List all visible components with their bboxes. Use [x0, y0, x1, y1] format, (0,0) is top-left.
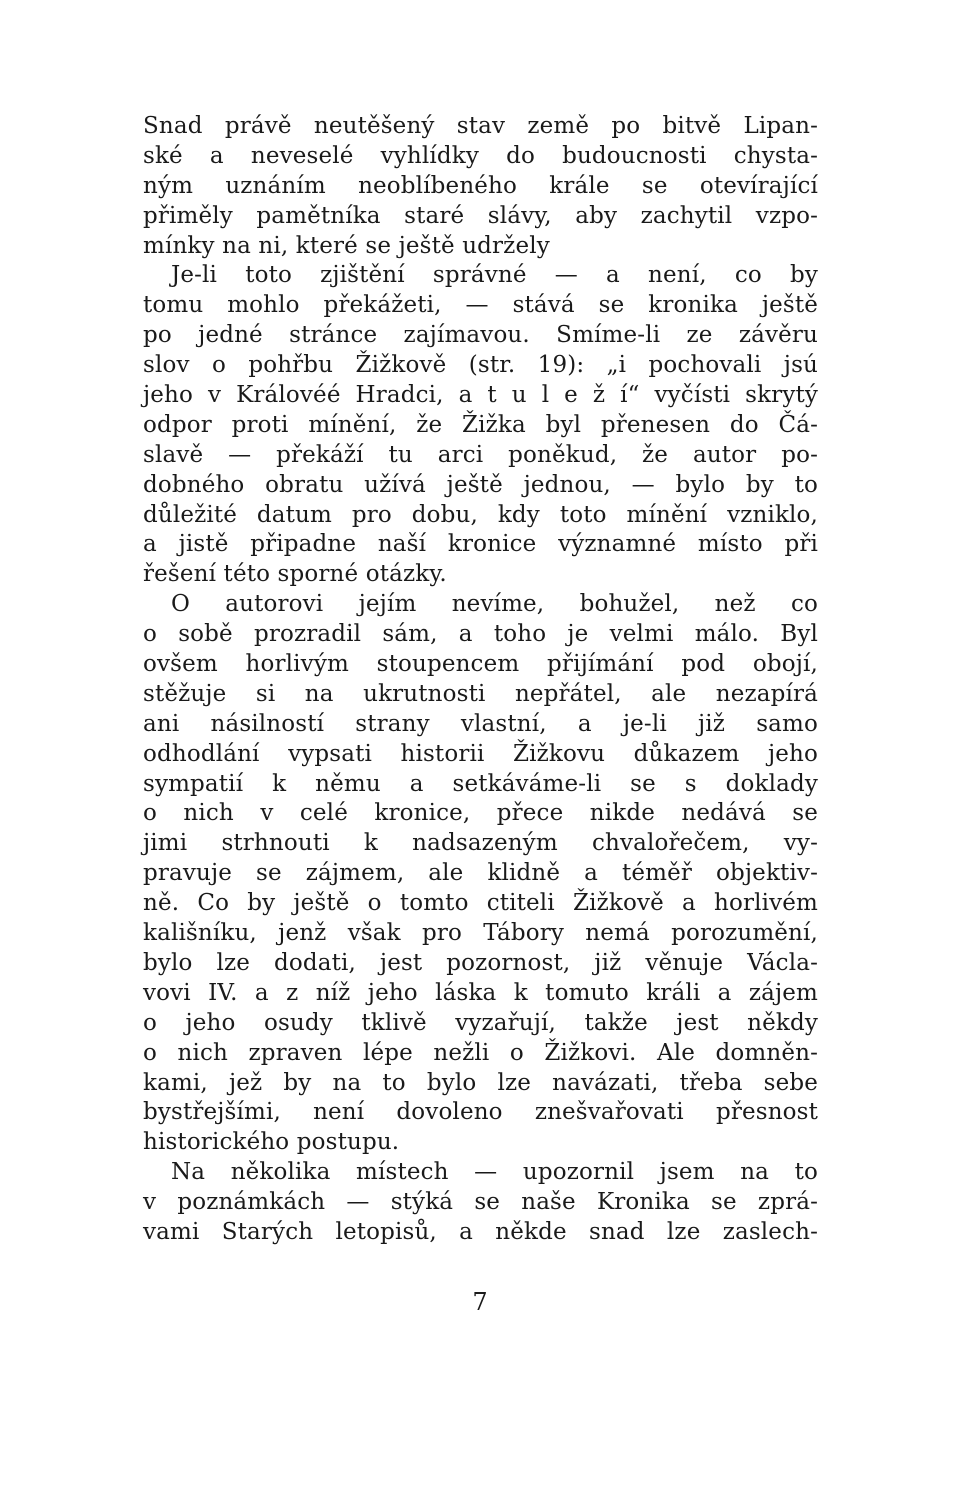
- text-line: o jeho osudy tklivě vyzařují, takže jest někdy: [143, 1009, 818, 1036]
- text-line: o nich zpraven lépe nežli o Žižkovi. Ale domněn-: [143, 1039, 818, 1066]
- text-line: kami, jež by na to bylo lze navázati, třeba sebe: [143, 1069, 818, 1096]
- text-line: řešení této sporné otázky.: [143, 561, 447, 588]
- text-line: ovšem horlivým stoupencem přijímání pod obojí,: [143, 651, 818, 678]
- text-line: tomu mohlo překážeti, — stává se kronika ještě: [143, 292, 818, 319]
- text-line: po jedné stránce zajímavou. Smíme-li ze závěru: [143, 322, 818, 349]
- text-line: slavě — překáží tu arci poněkud, že autor po-: [143, 441, 818, 468]
- text-line: odpor proti mínění, že Žižka byl přenesen do Čá-: [143, 411, 818, 438]
- text-line: přiměly pamětníka staré slávy, aby zachytil vzpo-: [143, 202, 818, 229]
- text-line: důležité datum pro dobu, kdy toto mínění vzniklo,: [143, 501, 818, 528]
- paragraph-start-line: Je-li toto zjištění správné — a není, co by: [171, 262, 818, 289]
- paragraph-start-line: Na několika místech — upozornil jsem na to: [171, 1159, 818, 1186]
- text-line: ně. Co by ještě o tomto ctiteli Žižkově a horlivém: [143, 890, 818, 917]
- text-line: ani násilností strany vlastní, a je-li již samo: [143, 710, 818, 737]
- text-line: kališníku, jenž však pro Tábory nemá porozumění,: [143, 920, 818, 947]
- paragraph-start-line: O autorovi jejím nevíme, bohužel, než co: [171, 591, 818, 618]
- text-line: sympatií k němu a setkáváme-li se s doklady: [143, 770, 818, 797]
- body-text: [143, 112, 818, 1248]
- text-line: vovi IV. a z níž jeho láska k tomuto králi a zájem: [143, 979, 818, 1006]
- page-number: 7: [472, 1288, 488, 1316]
- text-line: a jistě připadne naší kronice významné místo při: [143, 531, 818, 558]
- text-line: stěžuje si na ukrutnosti nepřátel, ale nezapírá: [143, 680, 818, 707]
- text-line: dobného obratu užívá ještě jednou, — bylo by to: [143, 471, 818, 498]
- text-line: ným uznáním neoblíbeného krále se otevírající: [143, 172, 818, 199]
- text-line: odhodlání vypsati historii Žižkovu důkazem jeho: [143, 740, 818, 767]
- text-line: pravuje se zájmem, ale klidně a téměř objektiv-: [143, 860, 818, 887]
- text-line: mínky na ni, které se ještě udržely: [143, 232, 550, 259]
- text-line: Snad právě neutěšený stav země po bitvě Lipan-: [143, 113, 818, 139]
- text-line: o nich v celé kronice, přece nikde nedává se: [143, 800, 818, 827]
- text-line: jeho v Královéé Hradci, a t u l e ž í“ vyčísti skrytý: [143, 382, 818, 409]
- text-line: ské a neveselé vyhlídky do budoucnosti chysta-: [143, 142, 818, 169]
- text-line: historického postupu.: [143, 1129, 400, 1156]
- text-line: slov o pohřbu Žižkově (str. 19): „i pochovali jsú: [143, 352, 818, 379]
- text-line: vami Starých letopisů, a někde snad lze zaslech-: [143, 1218, 818, 1245]
- text-line: v poznámkách — stýká se naše Kronika se zprá-: [143, 1189, 818, 1216]
- text-line: bylo lze dodati, jest pozornost, již věnuje Václa-: [143, 949, 818, 976]
- text-line: jimi strhnouti k nadsazeným chvalořečem, vy-: [143, 830, 818, 857]
- text-line: bystřejšími, není dovoleno znešvařovati přesnost: [143, 1099, 818, 1126]
- text-line: o sobě prozradil sám, a toho je velmi málo. Byl: [143, 621, 818, 648]
